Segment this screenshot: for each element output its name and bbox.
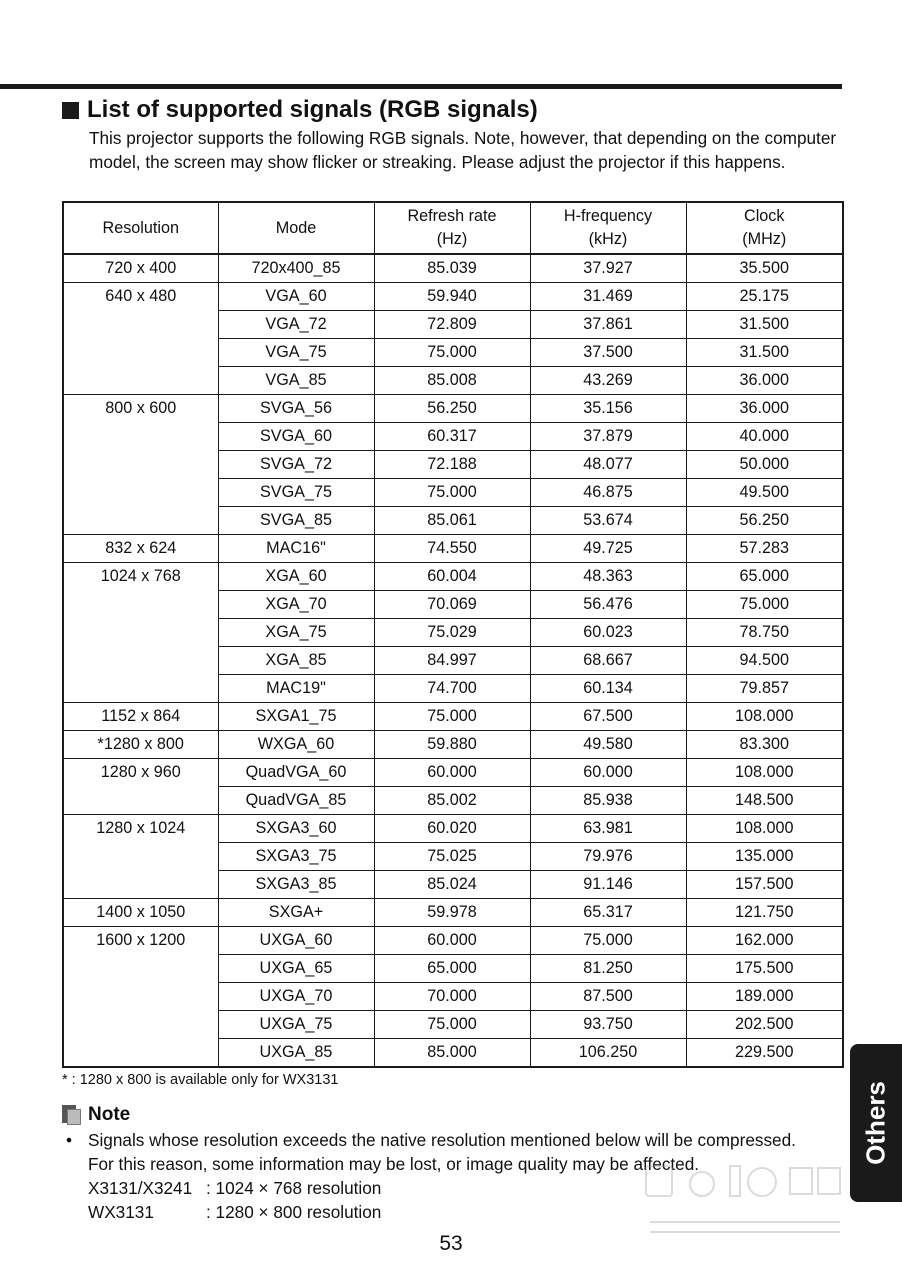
mode-cell: UXGA_65 [218, 955, 374, 983]
clock-cell: 35.500 [686, 254, 843, 283]
table-row [63, 254, 843, 283]
refresh-rate-cell: 60.317 [374, 423, 530, 451]
refresh-rate-cell: 85.002 [374, 787, 530, 815]
refresh-rate-cell: 84.997 [374, 647, 530, 675]
table-row [63, 731, 843, 759]
clock-cell: 189.000 [686, 983, 843, 1011]
refresh-rate-cell: 72.188 [374, 451, 530, 479]
clock-cell: 108.000 [686, 759, 843, 787]
clock-cell: 94.500 [686, 647, 843, 675]
table-header-row [63, 202, 843, 254]
refresh-rate-cell: 59.880 [374, 731, 530, 759]
refresh-rate-cell: 75.025 [374, 843, 530, 871]
mode-cell: SVGA_75 [218, 479, 374, 507]
note-line-1: Signals whose resolution exceeds the native resolution mentioned below will be compressed. [88, 1130, 796, 1150]
refresh-rate-cell: 75.000 [374, 479, 530, 507]
resolution-cell: 1152 x 864 [63, 703, 218, 731]
resolution-cell: 1280 x 960 [63, 759, 218, 815]
resolution-cell: 720 x 400 [63, 254, 218, 283]
mode-cell: XGA_75 [218, 619, 374, 647]
clock-cell: 57.283 [686, 535, 843, 563]
mode-cell: SVGA_85 [218, 507, 374, 535]
h-frequency-cell: 87.500 [530, 983, 686, 1011]
mode-cell: 720x400_85 [218, 254, 374, 283]
table-body [63, 254, 843, 1067]
note-line-2: For this reason, some information may be lost, or image quality may be affected. [88, 1154, 700, 1174]
mode-cell: UXGA_85 [218, 1039, 374, 1068]
note-icon [62, 1105, 82, 1125]
table-row [63, 899, 843, 927]
mode-cell: QuadVGA_85 [218, 787, 374, 815]
square-bullet-icon [62, 102, 79, 119]
refresh-rate-cell: 70.000 [374, 983, 530, 1011]
section-title [62, 96, 538, 124]
clock-cell: 108.000 [686, 703, 843, 731]
refresh-rate-cell: 72.809 [374, 311, 530, 339]
table-row [63, 815, 843, 843]
header-h-frequency: H-frequency (kHz) [530, 202, 686, 254]
h-frequency-cell: 43.269 [530, 367, 686, 395]
h-frequency-cell: 81.250 [530, 955, 686, 983]
mode-cell: XGA_85 [218, 647, 374, 675]
mode-cell: SXGA+ [218, 899, 374, 927]
mode-cell: WXGA_60 [218, 731, 374, 759]
clock-cell: 36.000 [686, 367, 843, 395]
table-row [63, 395, 843, 423]
h-frequency-cell: 31.469 [530, 283, 686, 311]
mode-cell: SVGA_56 [218, 395, 374, 423]
table-row [63, 535, 843, 563]
clock-cell: 157.500 [686, 871, 843, 899]
mode-cell: VGA_60 [218, 283, 374, 311]
h-frequency-cell: 67.500 [530, 703, 686, 731]
note-bullet: • [66, 1130, 73, 1150]
footnote: * : 1280 x 800 is available only for WX3131 [62, 1072, 339, 1088]
header-resolution: Resolution [63, 202, 218, 254]
mode-cell: SXGA3_85 [218, 871, 374, 899]
clock-cell: 148.500 [686, 787, 843, 815]
mode-cell: UXGA_75 [218, 1011, 374, 1039]
h-frequency-cell: 85.938 [530, 787, 686, 815]
table-row [63, 927, 843, 955]
clock-cell: 31.500 [686, 339, 843, 367]
spec-model: WX3131 [88, 1202, 154, 1222]
h-frequency-cell: 75.000 [530, 927, 686, 955]
note-heading-text: Note [88, 1104, 131, 1125]
refresh-rate-cell: 74.700 [374, 675, 530, 703]
h-frequency-cell: 49.580 [530, 731, 686, 759]
resolution-cell: *1280 x 800 [63, 731, 218, 759]
mode-cell: XGA_60 [218, 563, 374, 591]
mode-cell: UXGA_70 [218, 983, 374, 1011]
h-frequency-cell: 79.976 [530, 843, 686, 871]
resolution-cell: 1280 x 1024 [63, 815, 218, 899]
refresh-rate-cell: 60.020 [374, 815, 530, 843]
section-title-text: List of supported signals (RGB signals) [87, 96, 538, 123]
clock-cell: 49.500 [686, 479, 843, 507]
refresh-rate-cell: 59.940 [374, 283, 530, 311]
mode-cell: VGA_72 [218, 311, 374, 339]
spec-value: : 1024 × 768 resolution [206, 1178, 382, 1198]
refresh-rate-cell: 60.004 [374, 563, 530, 591]
top-rule [0, 84, 842, 89]
clock-cell: 83.300 [686, 731, 843, 759]
refresh-rate-cell: 75.000 [374, 1011, 530, 1039]
h-frequency-cell: 53.674 [530, 507, 686, 535]
refresh-rate-cell: 60.000 [374, 759, 530, 787]
header-mode: Mode [218, 202, 374, 254]
table-row [63, 703, 843, 731]
clock-cell: 56.250 [686, 507, 843, 535]
h-frequency-cell: 37.861 [530, 311, 686, 339]
mode-cell: SXGA3_60 [218, 815, 374, 843]
h-frequency-cell: 48.077 [530, 451, 686, 479]
mode-cell: QuadVGA_60 [218, 759, 374, 787]
mode-cell: MAC19" [218, 675, 374, 703]
clock-cell: 40.000 [686, 423, 843, 451]
resolution-cell: 832 x 624 [63, 535, 218, 563]
h-frequency-cell: 37.879 [530, 423, 686, 451]
refresh-rate-cell: 75.029 [374, 619, 530, 647]
spec-model: X3131/X3241 [88, 1178, 193, 1198]
mode-cell: UXGA_60 [218, 927, 374, 955]
refresh-rate-cell: 74.550 [374, 535, 530, 563]
mode-cell: SVGA_60 [218, 423, 374, 451]
mode-cell: SVGA_72 [218, 451, 374, 479]
table-row [63, 283, 843, 311]
h-frequency-cell: 68.667 [530, 647, 686, 675]
clock-cell: 229.500 [686, 1039, 843, 1068]
note-heading [62, 1104, 130, 1126]
h-frequency-cell: 63.981 [530, 815, 686, 843]
h-frequency-cell: 65.317 [530, 899, 686, 927]
table-row [63, 759, 843, 787]
side-tab-label: Others [860, 1081, 891, 1165]
clock-cell: 121.750 [686, 899, 843, 927]
refresh-rate-cell: 60.000 [374, 927, 530, 955]
refresh-rate-cell: 56.250 [374, 395, 530, 423]
refresh-rate-cell: 59.978 [374, 899, 530, 927]
mode-cell: XGA_70 [218, 591, 374, 619]
baidu-watermark-logo [640, 1150, 850, 1250]
header-refresh-rate: Refresh rate (Hz) [374, 202, 530, 254]
h-frequency-cell: 46.875 [530, 479, 686, 507]
h-frequency-cell: 49.725 [530, 535, 686, 563]
side-tab [850, 1044, 902, 1202]
h-frequency-cell: 35.156 [530, 395, 686, 423]
page-number: 53 [439, 1232, 463, 1255]
clock-cell: 78.750 [686, 619, 843, 647]
clock-cell: 108.000 [686, 815, 843, 843]
signals-table [62, 201, 844, 1068]
mode-cell: SXGA3_75 [218, 843, 374, 871]
clock-cell: 36.000 [686, 395, 843, 423]
resolution-cell: 1400 x 1050 [63, 899, 218, 927]
refresh-rate-cell: 70.069 [374, 591, 530, 619]
resolution-cell: 640 x 480 [63, 283, 218, 395]
table-row [63, 563, 843, 591]
clock-cell: 79.857 [686, 675, 843, 703]
intro-paragraph: This projector supports the following RGB signals. Note, however, that depending on the computer model, the screen may show flicker or streaking. Please adjust the projector if this happens. [89, 128, 837, 172]
refresh-rate-cell: 85.000 [374, 1039, 530, 1068]
h-frequency-cell: 37.927 [530, 254, 686, 283]
resolution-cell: 1024 x 768 [63, 563, 218, 703]
clock-cell: 135.000 [686, 843, 843, 871]
clock-cell: 25.175 [686, 283, 843, 311]
h-frequency-cell: 37.500 [530, 339, 686, 367]
clock-cell: 65.000 [686, 563, 843, 591]
resolution-cell: 800 x 600 [63, 395, 218, 535]
resolution-cell: 1600 x 1200 [63, 927, 218, 1068]
clock-cell: 175.500 [686, 955, 843, 983]
h-frequency-cell: 56.476 [530, 591, 686, 619]
h-frequency-cell: 60.134 [530, 675, 686, 703]
refresh-rate-cell: 85.039 [374, 254, 530, 283]
mode-cell: MAC16" [218, 535, 374, 563]
refresh-rate-cell: 85.024 [374, 871, 530, 899]
h-frequency-cell: 60.000 [530, 759, 686, 787]
refresh-rate-cell: 85.061 [374, 507, 530, 535]
h-frequency-cell: 91.146 [530, 871, 686, 899]
header-clock: Clock (MHz) [686, 202, 843, 254]
h-frequency-cell: 48.363 [530, 563, 686, 591]
refresh-rate-cell: 85.008 [374, 367, 530, 395]
spec-value: : 1280 × 800 resolution [206, 1202, 382, 1222]
refresh-rate-cell: 75.000 [374, 703, 530, 731]
h-frequency-cell: 60.023 [530, 619, 686, 647]
mode-cell: SXGA1_75 [218, 703, 374, 731]
clock-cell: 31.500 [686, 311, 843, 339]
mode-cell: VGA_85 [218, 367, 374, 395]
clock-cell: 202.500 [686, 1011, 843, 1039]
refresh-rate-cell: 65.000 [374, 955, 530, 983]
refresh-rate-cell: 75.000 [374, 339, 530, 367]
h-frequency-cell: 106.250 [530, 1039, 686, 1068]
clock-cell: 50.000 [686, 451, 843, 479]
mode-cell: VGA_75 [218, 339, 374, 367]
clock-cell: 75.000 [686, 591, 843, 619]
h-frequency-cell: 93.750 [530, 1011, 686, 1039]
clock-cell: 162.000 [686, 927, 843, 955]
